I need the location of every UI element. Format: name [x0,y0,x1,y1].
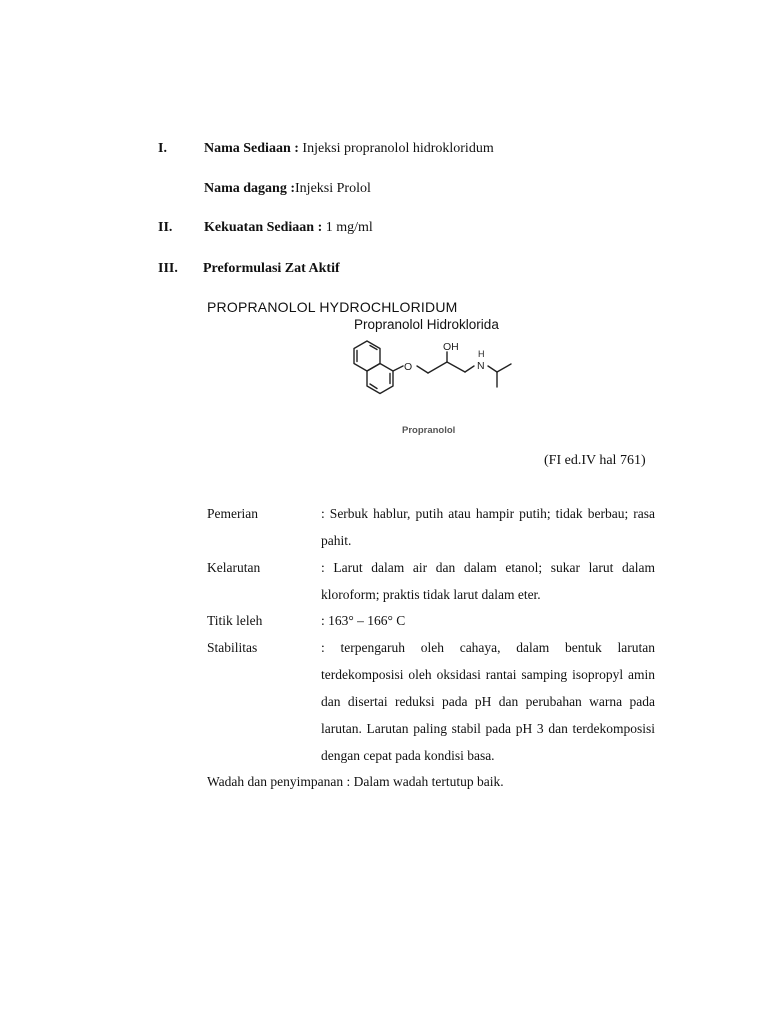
property-label-kelarutan: Kelarutan [207,560,261,575]
storage-line: Wadah dan penyimpanan : Dalam wadah tertutup baik. [207,774,504,789]
structure-caption: Propranolol [402,425,456,436]
kekuatan-sediaan-line [204,220,373,236]
property-label-titik-leleh: Titik leleh [207,613,263,628]
compound-subname: Propranolol Hidroklorida [354,317,499,332]
property-value-kelarutan: : Larut dalam air dan dalam etanol; sukar larut dalam kloroform; praktis tidak larut dalam eter. [321,560,655,602]
nama-sediaan-line [204,141,494,157]
reference-citation: (FI ed.IV hal 761) [544,453,646,468]
nama-dagang-label: Nama dagang : [204,181,296,196]
section-number-1: I. [158,141,167,156]
nama-dagang-value: Injeksi Prolol [295,181,371,196]
property-value-pemerian: : Serbuk hablur, putih atau hampir putih; tidak berbau; rasa pahit. [321,506,655,548]
compound-name: PROPRANOLOL HYDROCHLORIDUM [207,299,458,315]
preformulasi-heading: Preformulasi Zat Aktif [203,261,340,276]
kekuatan-sediaan-label: Kekuatan Sediaan : [204,220,323,235]
kekuatan-sediaan-value: 1 mg/ml [322,220,373,235]
hydrogen-label: H [478,349,485,359]
property-label-stabilitas: Stabilitas [207,640,258,655]
nama-sediaan-label: Nama Sediaan : [204,141,299,156]
property-label-pemerian: Pemerian [207,506,258,521]
nama-sediaan-value: Injeksi propranolol hidrokloridum [298,141,494,156]
nama-dagang-line [204,181,371,197]
nitrogen-label: N [477,360,485,372]
section-number-2: II. [158,220,173,235]
oxygen-label: O [404,361,413,373]
hydroxyl-label: OH [443,341,459,353]
property-value-titik-leleh: : 163° – 166° C [321,613,406,628]
property-value-stabilitas: : terpengaruh oleh cahaya, dalam bentuk larutan terdekomposisi oleh oksidasi rantai samping isopropyl amin dan disertai reduksi pada pH dan perubahan warna pada larutan. Larutan paling stabil pada pH 3 dan terdekomposisi dengan cepat pada kondisi basa. [321,640,655,763]
section-number-3: III. [158,261,178,276]
